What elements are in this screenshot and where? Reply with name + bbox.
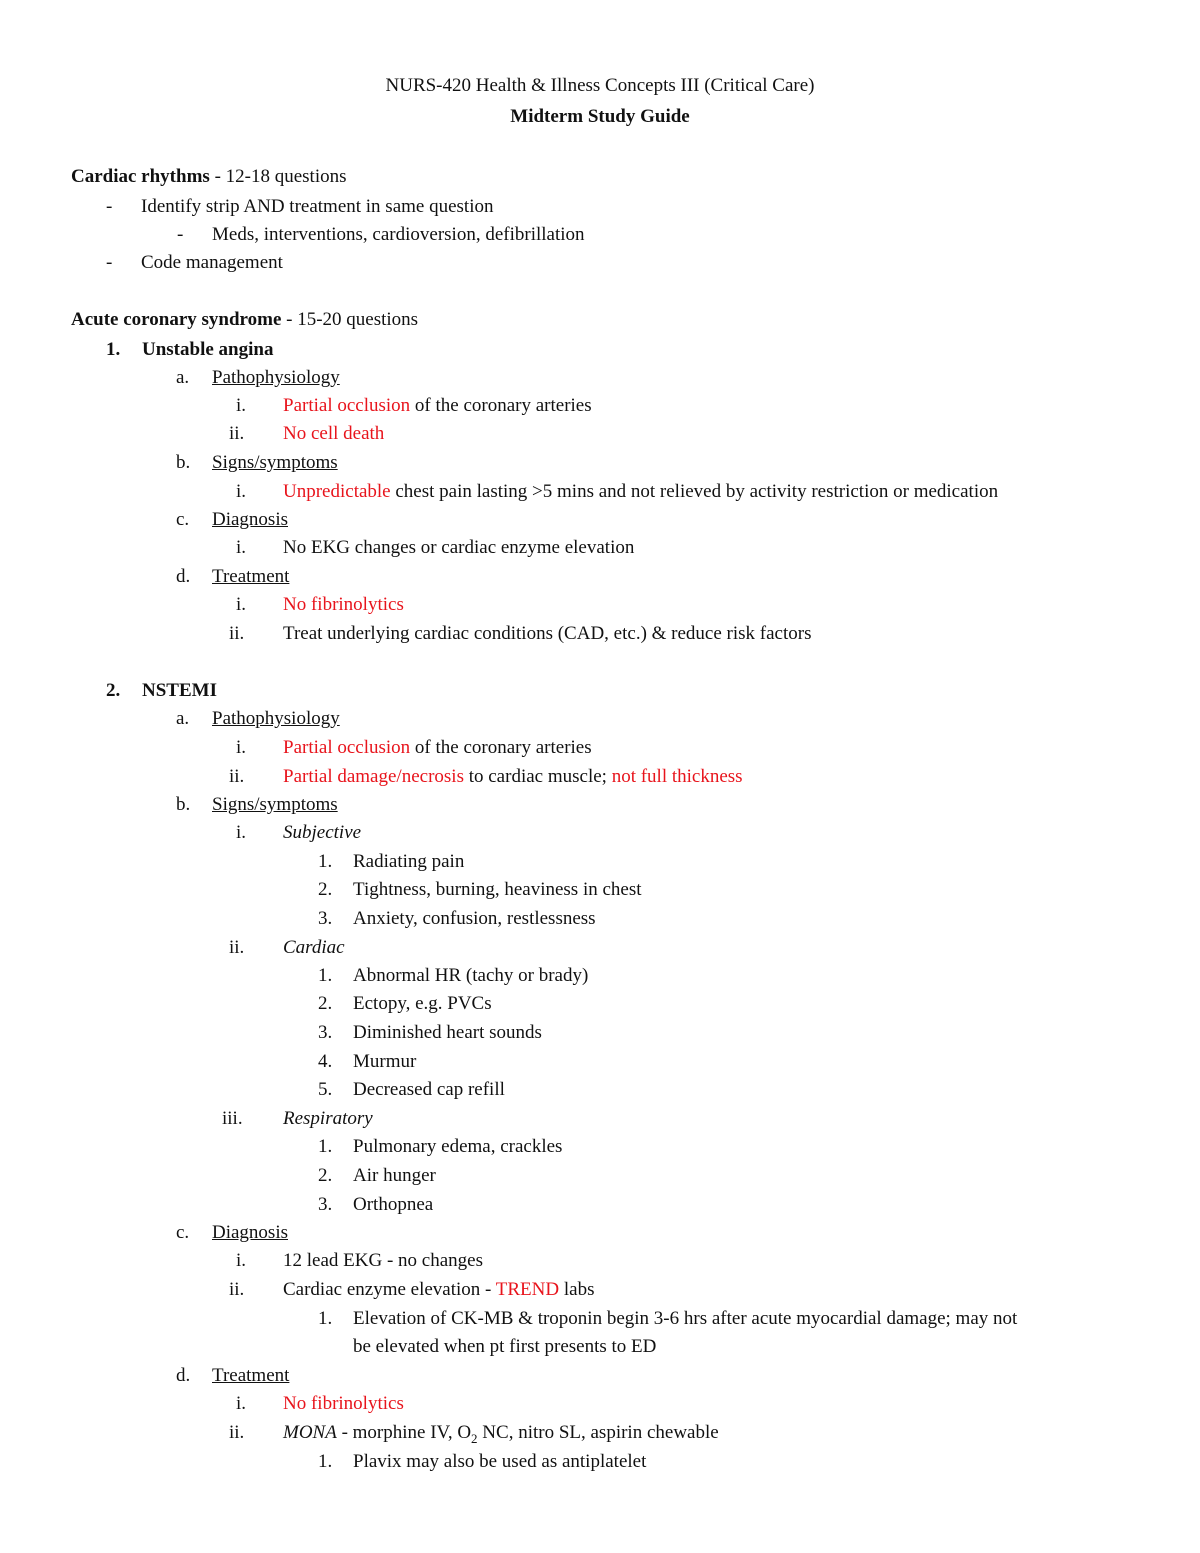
list-item: Meds, interventions, cardioversion, defibrillation [212,224,585,245]
list-item [283,394,592,418]
list-item: Elevation of CK-MB & troponin begin 3-6 hrs after acute myocardial damage; may not [353,1308,1018,1329]
list-roman: i. [236,537,247,558]
list-number: 3. [318,1022,333,1043]
list-roman: ii. [229,623,245,644]
item-text: Cardiac enzyme elevation - [283,1279,496,1300]
list-letter: a. [176,367,190,388]
list-roman: i. [236,481,247,502]
subheading-pathophysiology: Pathophysiology [212,708,340,729]
unstable-angina-heading: Unstable angina [142,339,274,360]
list-letter: d. [176,566,191,587]
highlight-text: Partial occlusion [283,395,411,416]
subheading-diagnosis: Diagnosis [212,509,288,530]
list-roman: i. [236,1250,247,1271]
item-text: chest pain lasting >5 mins and not relieved by activity restriction or medication [390,481,999,502]
cardiac-section-heading [71,165,347,189]
list-item: Ectopy, e.g. PVCs [353,993,492,1014]
subheading-signs: Signs/symptoms [212,794,338,815]
list-item [283,765,743,789]
cardiac-question-count: - 12-18 questions [209,166,347,187]
bullet-dash: - [106,252,113,273]
item-text: to cardiac muscle; [463,766,612,787]
acs-heading-text: Acute coronary syndrome [71,309,282,330]
list-item: Orthopnea [353,1194,434,1215]
list-number: 5. [318,1079,333,1100]
mona-acronym: MONA [283,1422,337,1443]
list-letter: b. [176,794,191,815]
list-item [283,736,592,760]
list-number: 2. [106,680,121,701]
highlight-text: Unpredictable [283,481,391,502]
subheading-signs: Signs/symptoms [212,452,338,473]
highlight-text: Partial damage/necrosis [283,766,464,787]
list-roman: i. [236,395,247,416]
item-text: of the coronary arteries [410,395,592,416]
list-number: 2. [318,1165,333,1186]
highlight-text: TREND [495,1279,560,1300]
subheading-diagnosis: Diagnosis [212,1222,288,1243]
list-item: Anxiety, confusion, restlessness [353,908,596,929]
list-item: Plavix may also be used as antiplatelet [353,1451,647,1472]
list-item: Decreased cap refill [353,1079,505,1100]
list-item [283,480,998,504]
list-item: Pulmonary edema, crackles [353,1136,563,1157]
list-item-continuation: be elevated when pt first presents to ED [353,1336,657,1357]
list-item: Air hunger [353,1165,436,1186]
subscript-text: 2 [471,1430,478,1446]
acs-question-count: - 15-20 questions [281,309,419,330]
list-item: Tightness, burning, heaviness in chest [353,879,642,900]
list-letter: d. [176,1365,191,1386]
list-number: 1. [318,851,333,872]
highlight-text: No fibrinolytics [283,594,404,615]
list-number: 1. [318,1308,333,1329]
list-item [283,1278,594,1302]
list-roman: ii. [229,1279,245,1300]
list-roman: i. [236,1393,247,1414]
list-roman: ii. [229,423,245,444]
list-number: 1. [106,339,121,360]
highlight-text: No fibrinolytics [283,1393,404,1414]
course-title: NURS-420 Health & Illness Concepts III (Critical Care) [385,75,815,96]
highlight-text: not full thickness [611,766,743,787]
list-number: 2. [318,879,333,900]
list-item: Radiating pain [353,851,465,872]
list-letter: c. [176,1222,190,1243]
acs-section-heading [71,308,418,332]
highlight-text: No cell death [283,423,385,444]
list-item: Murmur [353,1051,417,1072]
item-text: - morphine IV, O [336,1422,472,1443]
category-respiratory: Respiratory [283,1108,373,1129]
list-letter: a. [176,708,190,729]
subheading-treatment: Treatment [212,566,290,587]
item-text: NC, nitro SL, aspirin chewable [477,1422,719,1443]
list-number: 1. [318,965,333,986]
list-item: Diminished heart sounds [353,1022,542,1043]
list-item: No EKG changes or cardiac enzyme elevation [283,537,635,558]
list-roman: ii. [229,766,245,787]
item-text: labs [559,1279,595,1300]
list-number: 2. [318,993,333,1014]
item-text: of the coronary arteries [410,737,592,758]
list-roman: i. [236,737,247,758]
list-number: 3. [318,908,333,929]
subheading-pathophysiology: Pathophysiology [212,367,340,388]
list-roman: ii. [229,1422,245,1443]
page-title: Midterm Study Guide [510,106,690,127]
list-roman: iii. [222,1108,243,1129]
list-roman: ii. [229,937,245,958]
highlight-text: Partial occlusion [283,737,411,758]
list-item: Identify strip AND treatment in same question [141,196,494,217]
list-roman: i. [236,594,247,615]
list-item: Treat underlying cardiac conditions (CAD, etc.) & reduce risk factors [283,623,812,644]
list-item [283,1421,719,1445]
list-roman: i. [236,822,247,843]
category-subjective: Subjective [283,822,362,843]
list-number: 4. [318,1051,333,1072]
nstemi-heading: NSTEMI [142,680,217,701]
category-cardiac: Cardiac [283,937,345,958]
list-number: 1. [318,1451,333,1472]
bullet-dash: - [106,196,113,217]
list-letter: c. [176,509,190,530]
list-item: Abnormal HR (tachy or brady) [353,965,589,986]
cardiac-heading-text: Cardiac rhythms [71,166,210,187]
list-item: Code management [141,252,283,273]
bullet-dash: - [177,224,184,245]
list-number: 3. [318,1194,333,1215]
list-number: 1. [318,1136,333,1157]
subheading-treatment: Treatment [212,1365,290,1386]
list-item: 12 lead EKG - no changes [283,1250,483,1271]
list-letter: b. [176,452,191,473]
